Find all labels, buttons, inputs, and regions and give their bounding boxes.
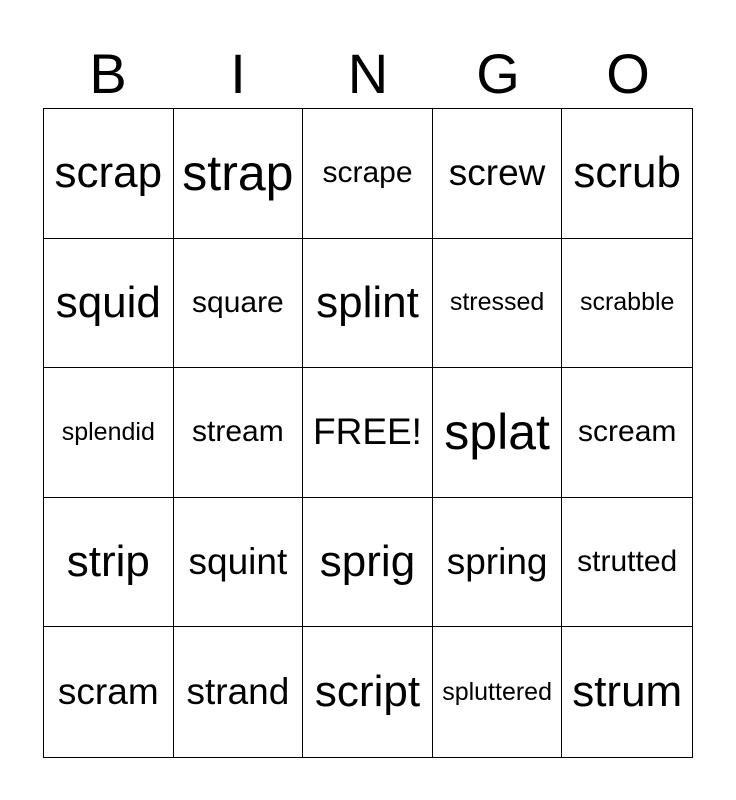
bingo-cell[interactable]: stream bbox=[174, 368, 304, 498]
bingo-cell[interactable]: scrape bbox=[303, 109, 433, 239]
bingo-cell[interactable]: strand bbox=[174, 627, 304, 757]
bingo-cell[interactable]: scrub bbox=[562, 109, 692, 239]
bingo-cell[interactable]: scrap bbox=[44, 109, 174, 239]
bingo-cell[interactable]: splint bbox=[303, 239, 433, 369]
bingo-cell[interactable]: strum bbox=[572, 667, 683, 717]
bingo-cell[interactable]: sprig bbox=[303, 498, 433, 628]
bingo-cell[interactable]: squint bbox=[174, 498, 304, 628]
bingo-cell[interactable]: strip bbox=[44, 498, 174, 628]
header-letter-b: B bbox=[89, 42, 127, 105]
bingo-cell[interactable]: squid bbox=[44, 239, 174, 369]
header-letter-o: O bbox=[606, 42, 650, 105]
bingo-board bbox=[43, 108, 693, 758]
bingo-cell[interactable]: scream bbox=[562, 368, 692, 498]
bingo-cell[interactable]: splat bbox=[433, 368, 563, 498]
bingo-cell[interactable]: scram bbox=[44, 627, 174, 757]
bingo-cell[interactable]: script bbox=[303, 627, 433, 757]
header-letter-g: G bbox=[476, 42, 520, 105]
bingo-cell[interactable]: spring bbox=[433, 498, 563, 628]
free-space-cell[interactable]: FREE! bbox=[303, 368, 433, 498]
header-letter-n: N bbox=[347, 42, 389, 105]
bingo-cell[interactable]: splendid bbox=[44, 368, 174, 498]
bingo-cell[interactable]: screw bbox=[433, 109, 563, 239]
bingo-cell[interactable]: stressed bbox=[433, 239, 563, 369]
bingo-cell[interactable]: square bbox=[174, 239, 304, 369]
header-letter-i: I bbox=[230, 42, 246, 105]
bingo-header bbox=[43, 40, 693, 108]
bingo-cell[interactable]: strutted bbox=[562, 498, 692, 628]
bingo-cell[interactable]: spluttered bbox=[433, 627, 563, 757]
bingo-cell[interactable]: scrabble bbox=[562, 239, 692, 369]
bingo-cell[interactable]: strap bbox=[174, 109, 304, 239]
